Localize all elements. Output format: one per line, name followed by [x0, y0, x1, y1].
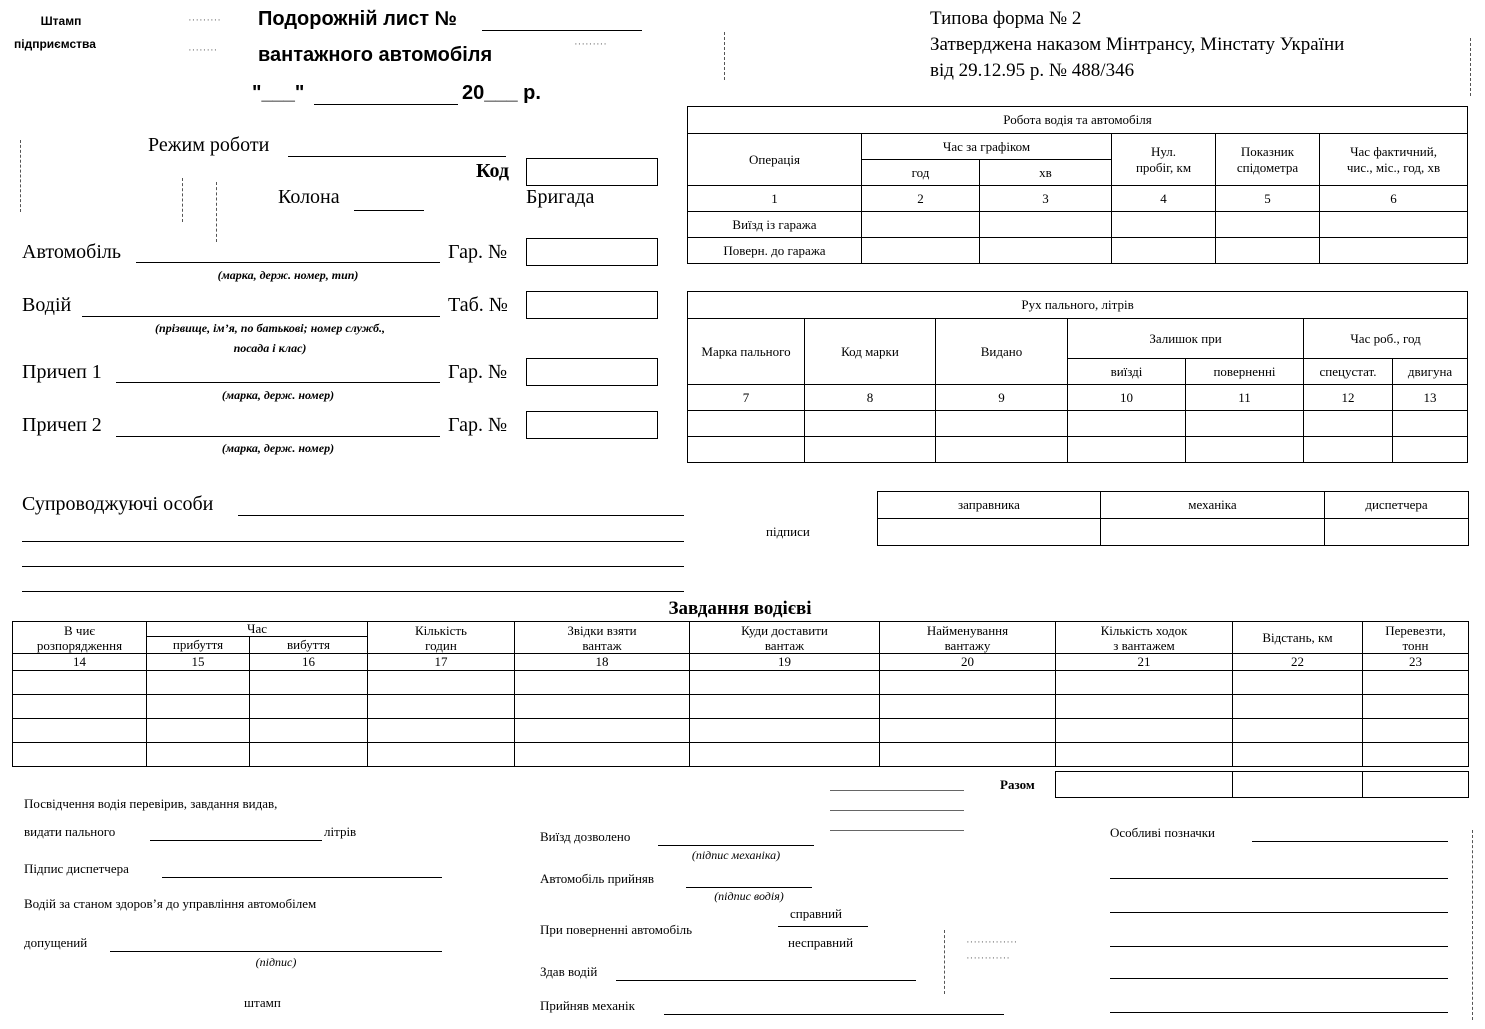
on-return-label: При поверненні автомобіль: [540, 922, 693, 937]
table-cell[interactable]: [1320, 238, 1468, 264]
task-col-depart: вибуття: [250, 637, 368, 654]
table-cell[interactable]: [1068, 411, 1186, 437]
table-cell[interactable]: [1320, 212, 1468, 238]
task-col-arrive: прибуття: [147, 637, 250, 654]
admitted-field[interactable]: [110, 951, 442, 952]
trailer1-garage-field[interactable]: [526, 358, 658, 386]
work-col-num: 3: [980, 186, 1112, 212]
total-cell[interactable]: [1363, 772, 1469, 798]
table-cell[interactable]: [1233, 695, 1363, 719]
special-marks-field-2[interactable]: [1110, 878, 1448, 879]
table-cell[interactable]: [880, 671, 1056, 695]
task-col-to: Куди доставити вантаж: [690, 622, 880, 654]
special-marks-field-3[interactable]: [1110, 912, 1448, 913]
driver-hint-1: (прізвище, ім’я, по батькові; номер служб.,: [155, 321, 385, 335]
table-cell[interactable]: [690, 695, 880, 719]
scan-artifact: [830, 810, 964, 811]
scan-artifact: [724, 32, 725, 80]
task-col-tons: Перевезти, тонн: [1363, 622, 1469, 654]
status-faulty-option[interactable]: несправний: [788, 935, 854, 950]
scan-artifact: [830, 790, 964, 791]
table-cell[interactable]: [1186, 437, 1304, 463]
table-cell[interactable]: [1233, 719, 1363, 743]
signatures-label: підписи: [766, 524, 810, 539]
fuel-col-num: 9: [936, 385, 1068, 411]
scan-artifact: [1470, 38, 1471, 96]
sig-cell[interactable]: [1101, 519, 1325, 546]
fuel-col-return: поверненні: [1186, 359, 1304, 385]
trailer2-field[interactable]: [116, 436, 440, 437]
car-accepted-label: Автомобіль прийняв: [540, 871, 655, 886]
work-mode-field[interactable]: [288, 156, 506, 157]
form-approval: Затверджена наказом Мінтрансу, Мінстату України: [930, 34, 1345, 55]
signatures-table: [877, 491, 1469, 546]
form-type: Типова форма № 2: [930, 8, 1082, 29]
table-cell[interactable]: [688, 411, 805, 437]
fuel-col-code: Код марки: [805, 319, 936, 385]
table-cell[interactable]: [1393, 411, 1468, 437]
table-cell[interactable]: [13, 719, 147, 743]
car-field[interactable]: [136, 262, 440, 263]
table-cell[interactable]: [1363, 695, 1469, 719]
task-col-trips: Кількість ходок з вантажем: [1056, 622, 1233, 654]
table-cell[interactable]: [515, 695, 690, 719]
special-marks-label: Особливі позначки: [1110, 825, 1216, 840]
work-col-speedometer: Показник спідометра: [1216, 134, 1320, 186]
table-cell[interactable]: [147, 671, 250, 695]
liters-label: літрів: [324, 824, 357, 839]
trailer1-garage-label: Гар. №: [448, 361, 508, 383]
task-col-num: 15: [147, 654, 250, 671]
task-table-title: Завдання водієві: [668, 598, 812, 619]
driver-sign-hint: (підпис водія): [714, 889, 784, 903]
work-col-actual-time: Час фактичний, чис., міс., год, хв: [1320, 134, 1468, 186]
task-col-num: 21: [1056, 654, 1233, 671]
date-year: 20___ р.: [462, 82, 541, 104]
fuel-col-num: 11: [1186, 385, 1304, 411]
driver-field[interactable]: [82, 316, 440, 317]
table-cell[interactable]: [515, 671, 690, 695]
sig-cell[interactable]: [1325, 519, 1469, 546]
scan-artifact: [944, 930, 945, 994]
column-field[interactable]: [354, 210, 424, 211]
sig-col-fueler: заправника: [878, 492, 1101, 519]
table-cell[interactable]: [1056, 743, 1233, 767]
status-divider: [778, 926, 868, 927]
table-cell[interactable]: [1304, 411, 1393, 437]
table-cell[interactable]: [1233, 743, 1363, 767]
sig-col-mechanic: механіка: [1101, 492, 1325, 519]
scan-artifact: [182, 178, 183, 222]
sig-cell[interactable]: [878, 519, 1101, 546]
work-col-num: 5: [1216, 186, 1320, 212]
mechanic-sign-hint: (підпис механіка): [691, 848, 781, 862]
garage-field[interactable]: [526, 238, 658, 266]
car-label: Автомобіль: [22, 241, 121, 263]
driver-hint-2: посада і клас): [233, 341, 307, 355]
task-col-num: 14: [13, 654, 147, 671]
table-cell[interactable]: [515, 743, 690, 767]
task-col-num: 18: [515, 654, 690, 671]
fuel-col-num: 12: [1304, 385, 1393, 411]
table-cell[interactable]: [1393, 437, 1468, 463]
fuel-col-issued: Видано: [936, 319, 1068, 385]
scan-noise: ············: [966, 952, 1010, 964]
garage-label: Гар. №: [448, 241, 508, 263]
checked-label: Посвідчення водія перевірив, завдання видав,: [24, 796, 278, 811]
work-col-num: 6: [1320, 186, 1468, 212]
stamp-label: штамп: [244, 995, 281, 1010]
table-cell[interactable]: [1056, 671, 1233, 695]
handed-label: Здав водій: [540, 964, 598, 979]
task-col-num: 22: [1233, 654, 1363, 671]
table-cell[interactable]: [936, 411, 1068, 437]
table-cell[interactable]: [368, 671, 515, 695]
table-cell[interactable]: [690, 743, 880, 767]
table-cell[interactable]: [980, 212, 1112, 238]
handed-field[interactable]: [616, 980, 916, 981]
driver-label: Водій: [22, 294, 72, 316]
date-month-field[interactable]: [314, 104, 458, 105]
total-cell[interactable]: [1056, 772, 1233, 798]
sig-col-dispatcher: диспетчера: [1325, 492, 1469, 519]
column-label: Колона: [278, 186, 340, 208]
table-cell[interactable]: [1112, 238, 1216, 264]
exit-allowed-label: Виїзд дозволено: [540, 829, 631, 844]
task-col-order: В чиє розпорядження: [13, 622, 147, 654]
task-col-num: 20: [880, 654, 1056, 671]
fuel-col-num: 13: [1393, 385, 1468, 411]
task-col-time: Час: [147, 622, 368, 637]
sign-hint: (підпис): [255, 955, 297, 969]
table-cell[interactable]: [1233, 671, 1363, 695]
task-col-num: 16: [250, 654, 368, 671]
tab-number-label: Таб. №: [448, 294, 508, 316]
fuel-issue-label: видати пального: [24, 824, 116, 839]
task-col-distance: Відстань, км: [1233, 622, 1363, 654]
trailer2-garage-field[interactable]: [526, 411, 658, 439]
table-cell[interactable]: [250, 695, 368, 719]
escort-field-2[interactable]: [22, 541, 684, 542]
table-cell[interactable]: [147, 719, 250, 743]
work-col-schedule: Час за графіком: [862, 134, 1112, 160]
fuel-table: [687, 291, 1468, 463]
table-cell[interactable]: [250, 743, 368, 767]
date-day: "___": [252, 82, 305, 104]
trailer2-label: Причеп 2: [22, 414, 102, 436]
task-col-num: 19: [690, 654, 880, 671]
table-cell[interactable]: [1056, 719, 1233, 743]
form-date: від 29.12.95 р. № 488/346: [930, 60, 1135, 81]
trailer1-hint: (марка, держ. номер): [221, 388, 335, 402]
special-marks-field-5[interactable]: [1110, 978, 1448, 979]
work-col-hour: год: [862, 160, 980, 186]
trailer1-label: Причеп 1: [22, 361, 102, 383]
table-cell[interactable]: [880, 719, 1056, 743]
table-cell[interactable]: [147, 743, 250, 767]
table-cell[interactable]: [1363, 671, 1469, 695]
scan-artifact: [830, 830, 964, 831]
work-col-min: хв: [980, 160, 1112, 186]
tab-number-field[interactable]: [526, 291, 658, 319]
escort-field-3[interactable]: [22, 566, 684, 567]
table-cell[interactable]: [1363, 719, 1469, 743]
table-cell[interactable]: [250, 719, 368, 743]
table-cell[interactable]: [805, 411, 936, 437]
work-row-exit-label: Виїзд із гаража: [688, 212, 862, 238]
task-col-from: Звідки взяти вантаж: [515, 622, 690, 654]
doc-number-field[interactable]: [482, 30, 642, 31]
dispatcher-sign-field[interactable]: [162, 877, 442, 878]
fuel-col-special: спецустат.: [1304, 359, 1393, 385]
fuel-table-title: Рух пального, літрів: [688, 292, 1468, 319]
table-cell[interactable]: [690, 719, 880, 743]
stamp-label-2: підприємства: [14, 37, 96, 51]
table-cell[interactable]: [250, 671, 368, 695]
brigade-label: Бригада: [526, 186, 595, 208]
fuel-col-num: 10: [1068, 385, 1186, 411]
fuel-col-num: 7: [688, 385, 805, 411]
work-col-zero-run: Нул. пробіг, км: [1112, 134, 1216, 186]
work-table: [687, 106, 1468, 264]
table-cell[interactable]: [515, 719, 690, 743]
work-mode-label: Режим роботи: [148, 134, 270, 156]
fuel-col-remain: Залишок при: [1068, 319, 1304, 359]
table-cell[interactable]: [13, 671, 147, 695]
car-hint: (марка, держ. номер, тип): [217, 268, 359, 282]
escort-label: Супроводжуючі особи: [22, 493, 214, 515]
work-col-num: 4: [1112, 186, 1216, 212]
table-cell[interactable]: [805, 437, 936, 463]
table-cell[interactable]: [13, 695, 147, 719]
scan-artifact: [216, 182, 217, 242]
table-cell[interactable]: [1363, 743, 1469, 767]
table-cell[interactable]: [368, 719, 515, 743]
trailer2-hint: (марка, держ. номер): [221, 441, 335, 455]
work-col-num: 2: [862, 186, 980, 212]
fuel-col-num: 8: [805, 385, 936, 411]
car-accepted-field[interactable]: [686, 887, 812, 888]
received-label: Прийняв механік: [540, 998, 635, 1013]
trailer2-garage-label: Гар. №: [448, 414, 508, 436]
table-cell[interactable]: [1216, 212, 1320, 238]
stamp-label-1: Штамп: [40, 14, 82, 28]
table-cell[interactable]: [1056, 695, 1233, 719]
work-row-return-label: Поверн. до гаража: [688, 238, 862, 264]
task-table: [12, 621, 1469, 767]
total-table: [1055, 771, 1469, 798]
work-table-title: Робота водія та автомобіля: [688, 107, 1468, 134]
total-cell[interactable]: [1233, 772, 1363, 798]
table-cell[interactable]: [980, 238, 1112, 264]
health-label: Водій за станом здоров’я до управління автомобілем: [24, 896, 317, 911]
table-cell[interactable]: [688, 437, 805, 463]
table-cell[interactable]: [368, 743, 515, 767]
escort-field-1[interactable]: [238, 515, 684, 516]
escort-field-4[interactable]: [22, 591, 684, 592]
scan-noise: ·········: [188, 14, 221, 26]
table-cell[interactable]: [880, 695, 1056, 719]
scan-noise: ··············: [966, 936, 1018, 948]
scan-noise: ·········: [574, 38, 607, 50]
received-field[interactable]: [664, 1014, 1004, 1015]
fuel-col-worktime: Час роб., год: [1304, 319, 1468, 359]
scan-artifact: [1472, 830, 1473, 1020]
task-col-cargo-name: Найменування вантажу: [880, 622, 1056, 654]
table-cell[interactable]: [936, 437, 1068, 463]
work-col-num: 1: [688, 186, 862, 212]
fuel-col-brand: Марка пального: [688, 319, 805, 385]
work-col-operation: Операція: [688, 134, 862, 186]
fuel-issue-field[interactable]: [150, 840, 322, 841]
code-field[interactable]: [526, 158, 658, 186]
doc-subtitle: вантажного автомобіля: [258, 44, 493, 66]
table-cell[interactable]: [147, 695, 250, 719]
task-col-num: 23: [1363, 654, 1469, 671]
table-cell[interactable]: [1112, 212, 1216, 238]
task-col-hours: Кількість годин: [368, 622, 515, 654]
exit-allowed-field[interactable]: [658, 845, 814, 846]
scan-noise: ········: [188, 44, 218, 56]
table-cell[interactable]: [1304, 437, 1393, 463]
trailer1-field[interactable]: [116, 382, 440, 383]
table-cell[interactable]: [1186, 411, 1304, 437]
total-label: Разом: [1000, 777, 1035, 792]
table-cell[interactable]: [862, 238, 980, 264]
status-ok-option[interactable]: справний: [790, 906, 843, 921]
table-cell[interactable]: [13, 743, 147, 767]
special-marks-field-6[interactable]: [1110, 1012, 1448, 1013]
fuel-col-out: виїзді: [1068, 359, 1186, 385]
table-cell[interactable]: [690, 671, 880, 695]
admitted-label: допущений: [24, 935, 88, 950]
code-label: Код: [476, 160, 510, 182]
scan-artifact: [20, 140, 21, 212]
task-col-num: 17: [368, 654, 515, 671]
table-cell[interactable]: [1068, 437, 1186, 463]
fuel-col-engine: двигуна: [1393, 359, 1468, 385]
table-cell[interactable]: [880, 743, 1056, 767]
dispatcher-sign-label: Підпис диспетчера: [24, 861, 129, 876]
table-cell[interactable]: [1216, 238, 1320, 264]
table-cell[interactable]: [862, 212, 980, 238]
table-cell[interactable]: [368, 695, 515, 719]
special-marks-field-4[interactable]: [1110, 946, 1448, 947]
doc-title: Подорожній лист №: [258, 8, 457, 30]
special-marks-field-1[interactable]: [1252, 841, 1448, 842]
